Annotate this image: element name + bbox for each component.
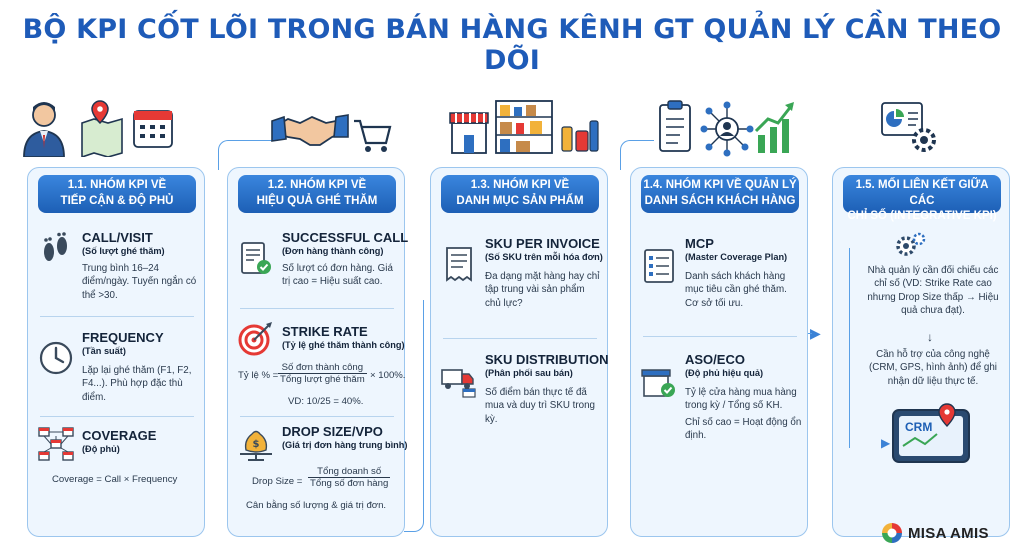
kpi-subtitle: (Master Coverage Plan)	[685, 252, 788, 262]
kpi-desc: Danh sách khách hàng mục tiêu cần ghé thăm. Cơ sở tối ưu.	[685, 271, 787, 309]
divider	[443, 338, 597, 339]
kpi-subtitle: (Tần suất)	[82, 346, 126, 356]
crm-device-icon	[889, 400, 979, 470]
integrative-desc-2: Cần hỗ trợ của công nghệ (CRM, GPS, hình ảnh) để ghi nhận dữ liệu thực tế.	[869, 349, 997, 387]
kpi-subtitle: (Số SKU trên mỗi hóa đơn)	[485, 252, 603, 262]
drop-size-lhs: Drop Size =	[252, 476, 303, 487]
connector-3-4	[620, 140, 654, 170]
kpi-desc: Lặp lại ghé thăm (F1, F2, F4...). Phù hợp đặc thù điểm.	[82, 365, 192, 403]
kpi-subtitle: (Số lượt ghé thăm)	[82, 246, 165, 256]
panel-header-1: 1.1. NHÓM KPI VỀ TIẾP CẬN & ĐỘ PHỦ	[38, 175, 196, 213]
clock-icon	[38, 340, 74, 376]
kpi-subtitle: (Độ phủ)	[82, 444, 120, 454]
kpi-title: CALL/VISIT	[82, 230, 153, 245]
kpi-subtitle: (Giá trị đơn hàng trung bình)	[282, 440, 408, 450]
integrative-desc-1: Nhà quản lý cần đối chiếu các chỉ số (VD: Strike Rate cao nhưng Drop Size thấp → Hiệu quả chưa đạt).	[867, 265, 999, 316]
kpi-note: Chỉ số cao = Hoạt động ổn định.	[685, 417, 802, 442]
flow-arrow: ▶	[881, 436, 891, 450]
fraction-numerator: Tổng doanh số	[308, 466, 390, 478]
kpi-title: ASO/ECO	[685, 352, 745, 367]
strike-rate-rhs: × 100%.	[370, 370, 406, 381]
handshake-icon	[270, 97, 350, 157]
strike-rate-example: VD: 10/25 = 40%.	[288, 396, 364, 407]
kpi-desc: Số lượt có đơn hàng. Giá trị cao = Hiệu suất cao.	[282, 263, 393, 288]
target-icon	[238, 320, 274, 356]
divider	[240, 416, 394, 417]
money-bag-scale-icon	[238, 426, 274, 462]
store-network-icon	[38, 426, 74, 462]
delivery-truck-icon	[441, 362, 477, 398]
svg-text:$: $	[252, 439, 260, 450]
divider	[643, 336, 797, 337]
panel-group-1	[27, 167, 205, 537]
strike-rate-lhs: Tỷ lệ % =	[238, 370, 279, 381]
kpi-subtitle: (Độ phủ hiệu quả)	[685, 368, 764, 378]
panel-group-3	[430, 167, 608, 537]
coverage-formula: Coverage = Call × Frequency	[52, 474, 178, 485]
fraction-denominator: Tổng số đơn hàng	[310, 478, 389, 489]
divider	[240, 308, 394, 309]
shopping-cart-icon	[352, 97, 392, 157]
kpi-subtitle: (Đơn hàng thành công)	[282, 246, 384, 256]
kpi-title: SKU DISTRIBUTION	[485, 352, 609, 367]
panel-header-2: 1.2. NHÓM KPI VỀ HIỆU QUẢ GHÉ THĂM	[238, 175, 396, 213]
kpi-title: MCP	[685, 236, 714, 251]
drop-size-fraction	[308, 466, 390, 489]
kpi-title: SKU PER INVOICE	[485, 236, 600, 251]
brand-name: MISA AMIS	[908, 525, 989, 542]
customer-network-icon	[700, 97, 754, 157]
kpi-title: SUCCESSFUL CALL	[282, 230, 409, 245]
panel-group-4	[630, 167, 808, 537]
connector-2-3	[404, 300, 424, 532]
product-shelf-icon	[492, 97, 604, 157]
kpi-desc: Đa dạng mặt hàng hay chỉ tập trung vài sản phẩm chủ lực?	[485, 271, 600, 309]
panel-group-2	[227, 167, 409, 537]
strike-rate-fraction	[278, 362, 367, 385]
divider	[40, 416, 194, 417]
panel-header-5: 1.5. MỐI LIÊN KẾT GIỮA CÁC CHỈ SỐ (INTEGRATIVE KPI)	[843, 175, 1001, 213]
footprints-icon	[38, 232, 74, 268]
store-icon	[448, 97, 490, 157]
kpi-title: DROP SIZE/VPO	[282, 424, 383, 439]
divider	[40, 316, 194, 317]
list-document-icon	[641, 248, 677, 284]
connector-4-5-arrow: ▶	[810, 325, 821, 341]
panel-header-4: 1.4. NHÓM KPI VỀ QUẢN LÝ DANH SÁCH KHÁCH HÀNG	[641, 175, 799, 213]
fraction-denominator: Tổng lượt ghé thăm	[280, 374, 365, 385]
store-check-icon	[641, 364, 677, 400]
page-title: BỘ KPI CỐT LÕI TRONG BÁN HÀNG KÊNH GT QUẢN LÝ CẦN THEO DÕI	[22, 14, 1002, 76]
kpi-desc: Trung bình 16–24 điểm/ngày. Tuyến ngắn có thể >30.	[82, 263, 197, 301]
kpi-title: FREQUENCY	[82, 330, 164, 345]
gears-icon	[902, 118, 946, 162]
kpi-title: STRIKE RATE	[282, 324, 368, 339]
connector-1-2	[218, 140, 278, 170]
kpi-subtitle: (Tỷ lệ ghé thăm thành công)	[282, 340, 405, 350]
calendar-icon	[130, 97, 176, 157]
fraction-numerator: Số đơn thành công	[278, 362, 367, 374]
kpi-title: COVERAGE	[82, 428, 157, 443]
kpi-desc: Tỷ lệ cửa hàng mua hàng trong kỳ / Tổng số KH.	[685, 387, 797, 412]
panel-header-3: 1.3. NHÓM KPI VỀ DANH MỤC SẢN PHẨM	[441, 175, 599, 213]
invoice-icon	[441, 246, 477, 282]
clipboard-icon	[656, 97, 696, 157]
drop-size-note: Cân bằng số lượng & giá trị đơn.	[246, 500, 387, 511]
down-arrow-icon: ↓	[927, 330, 933, 344]
crm-label: CRM	[905, 420, 933, 434]
checklist-icon	[238, 240, 274, 276]
growth-chart-icon	[752, 97, 798, 157]
panel-group-5	[832, 167, 1010, 537]
misa-logo-icon	[880, 521, 904, 545]
kpi-subtitle: (Phân phối sau bán)	[485, 368, 573, 378]
gears-small-icon	[893, 230, 927, 260]
map-pin-icon	[78, 97, 128, 157]
kpi-desc: Số điểm bán thực tế đã mua và duy trì SKU trong kỳ.	[485, 387, 595, 425]
